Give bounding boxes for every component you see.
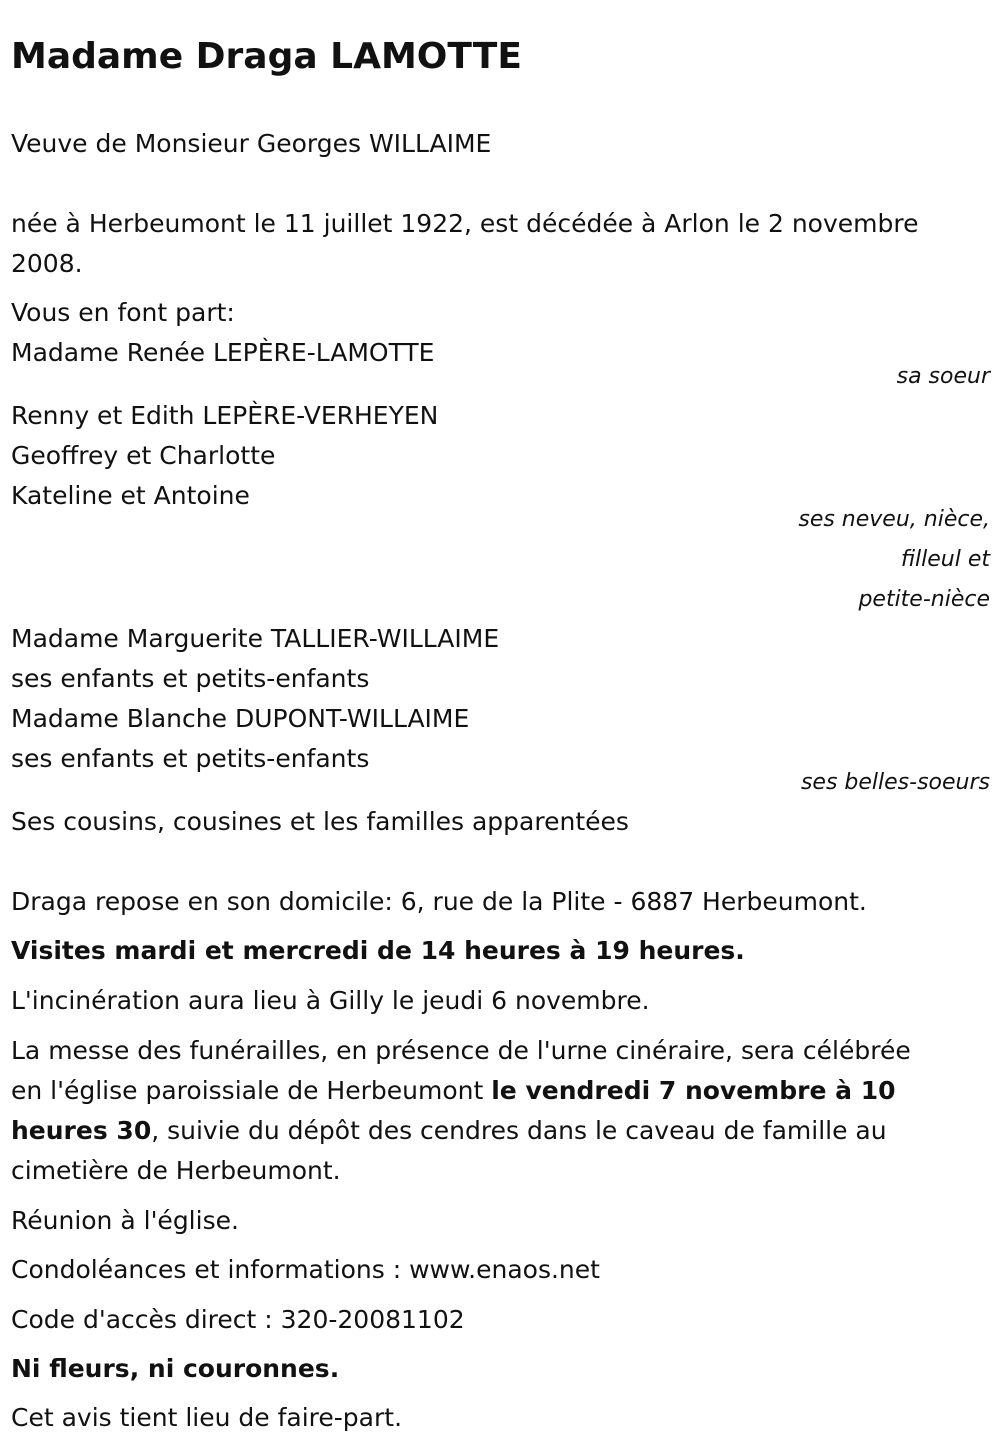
page-title: Madame Draga LAMOTTE — [11, 36, 522, 77]
relation-label: ses belles-soeurs — [800, 770, 990, 795]
relation-label: sa soeur — [896, 364, 990, 389]
mass-line-2 — [11, 1071, 895, 1111]
mass-line-3 — [11, 1111, 887, 1151]
mass-line-2-text: en l'église paroissiale de Herbeumont — [11, 1076, 492, 1105]
mourner-name: Madame Renée LEPÈRE-LAMOTTE — [11, 338, 435, 367]
mourner-name: ses enfants et petits-enfants — [11, 744, 370, 773]
mass-date-time: le vendredi 7 novembre à 10 — [491, 1076, 896, 1105]
meeting-info: Réunion à l'église. — [11, 1206, 239, 1235]
relation-label: filleul et — [900, 547, 990, 572]
mourner-name: Madame Marguerite TALLIER-WILLAIME — [11, 624, 500, 653]
mourner-name: Renny et Edith LEPÈRE-VERHEYEN — [11, 401, 439, 430]
relation-label: petite-nièce — [858, 587, 990, 612]
notice-line: Cet avis tient lieu de faire-part. — [11, 1403, 403, 1432]
no-flowers: Ni fleurs, ni couronnes. — [11, 1354, 340, 1383]
mourner-name: Madame Blanche DUPONT-WILLAIME — [11, 704, 470, 733]
visits-info: Visites mardi et mercredi de 14 heures à 19 heures. — [11, 936, 745, 965]
cremation-info: L'incinération aura lieu à Gilly le jeudi 6 novembre. — [11, 986, 650, 1015]
mourner-name: Kateline et Antoine — [11, 481, 250, 510]
mass-line-3-text: , suivie du dépôt des cendres dans le caveau de famille au — [151, 1116, 887, 1145]
mass-line-4: cimetière de Herbeumont. — [11, 1156, 341, 1185]
condolences-info: Condoléances et informations : www.enaos.net — [11, 1255, 600, 1284]
rest-place: Draga repose en son domicile: 6, rue de la Plite - 6887 Herbeumont. — [11, 887, 867, 916]
announce-intro: Vous en font part: — [11, 298, 235, 327]
mourner-name: ses enfants et petits-enfants — [11, 664, 370, 693]
other-mourners: Ses cousins, cousines et les familles apparentées — [11, 807, 629, 836]
spouse-line: Veuve de Monsieur Georges WILLAIME — [11, 129, 492, 158]
birth-death-line-2: 2008. — [11, 249, 83, 278]
birth-death-line-1: née à Herbeumont le 11 juillet 1922, est décédée à Arlon le 2 novembre — [11, 209, 919, 238]
mass-line-1: La messe des funérailles, en présence de l'urne cinéraire, sera célébrée — [11, 1036, 911, 1065]
mourner-name: Geoffrey et Charlotte — [11, 441, 276, 470]
mass-hour: heures 30 — [11, 1116, 152, 1145]
relation-label: ses neveu, nièce, — [798, 507, 990, 532]
access-code: Code d'accès direct : 320-20081102 — [11, 1305, 465, 1334]
